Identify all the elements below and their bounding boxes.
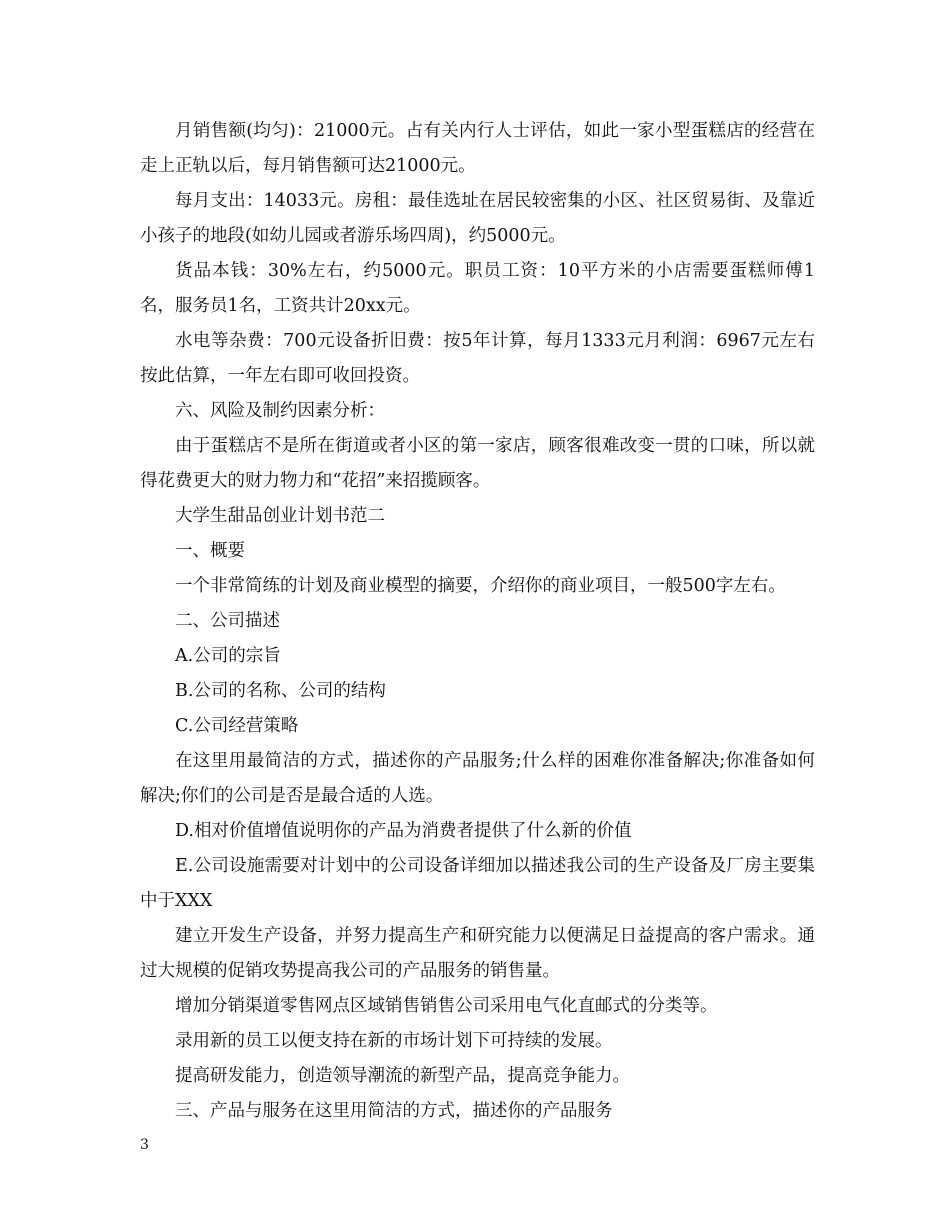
paragraph-development: 建立开发生产设备，并努力提高生产和研究能力以便满足日益提高的客户需求。通过大规模的促销攻势提高我公司的产品服务的销售量。 bbox=[140, 926, 815, 981]
document-body bbox=[140, 114, 815, 1129]
paragraph-hiring: 录用新的员工以便支持在新的市场计划下可持续的发展。 bbox=[175, 1031, 613, 1051]
paragraph-distribution: 增加分销渠道零售网点区域销售销售公司采用电气化直邮式的分类等。 bbox=[175, 996, 718, 1016]
document-subtitle: 大学生甜品创业计划书范二 bbox=[175, 506, 385, 526]
section-heading-products: 三、产品与服务在这里用简洁的方式，描述你的产品服务 bbox=[175, 1101, 613, 1121]
paragraph-summary: 一个非常简练的计划及商业模型的摘要，介绍你的商业项目，一般500字左右。 bbox=[175, 576, 786, 596]
paragraph-monthly-expenses: 每月支出：14033元。房租：最佳选址在居民较密集的小区、社区贸易街、及靠近小孩子的地段(如幼儿园或者游乐场四周)，约5000元。 bbox=[140, 191, 815, 246]
page-number: 3 bbox=[140, 1137, 149, 1153]
paragraph-strategy: 在这里用最简洁的方式，描述你的产品服务;什么样的困难你准备解决;你准备如何解决;你们的公司是否是最合适的人选。 bbox=[140, 751, 815, 806]
paragraph-rnd: 提高研发能力，创造领导潮流的新型产品，提高竞争能力。 bbox=[175, 1066, 630, 1086]
paragraph-risk: 由于蛋糕店不是所在街道或者小区的第一家店，顾客很难改变一贯的口味，所以就得花费更大的财力物力和“花招”来招揽顾客。 bbox=[140, 436, 815, 491]
paragraph-monthly-sales: 月销售额(均匀)：21000元。占有关内行人士评估，如此一家小型蛋糕店的经营在走上正轨以后，每月销售额可达21000元。 bbox=[140, 121, 815, 176]
paragraph-utilities: 水电等杂费：700元设备折旧费：按5年计算，每月1333元月利润：6967元左右按此估算，一年左右即可收回投资。 bbox=[140, 331, 815, 386]
list-item-facilities: E.公司设施需要对计划中的公司设备详细加以描述我公司的生产设备及厂房主要集中于XXX bbox=[140, 856, 815, 911]
section-heading-company: 二、公司描述 bbox=[175, 611, 280, 631]
paragraph-goods-cost: 货品本钱：30%左右，约5000元。职员工资：10平方米的小店需要蛋糕师傅1名，服务员1名，工资共计20xx元。 bbox=[140, 261, 815, 316]
section-heading-summary: 一、概要 bbox=[175, 541, 245, 561]
list-item-name-structure: B.公司的名称、公司的结构 bbox=[175, 681, 386, 701]
section-heading-risk: 六、风险及制约因素分析： bbox=[175, 401, 385, 421]
list-item-strategy: C.公司经营策略 bbox=[175, 716, 299, 736]
list-item-purpose: A.公司的宗旨 bbox=[175, 646, 281, 666]
list-item-value: D.相对价值增值说明你的产品为消费者提供了什么新的价值 bbox=[175, 821, 632, 841]
